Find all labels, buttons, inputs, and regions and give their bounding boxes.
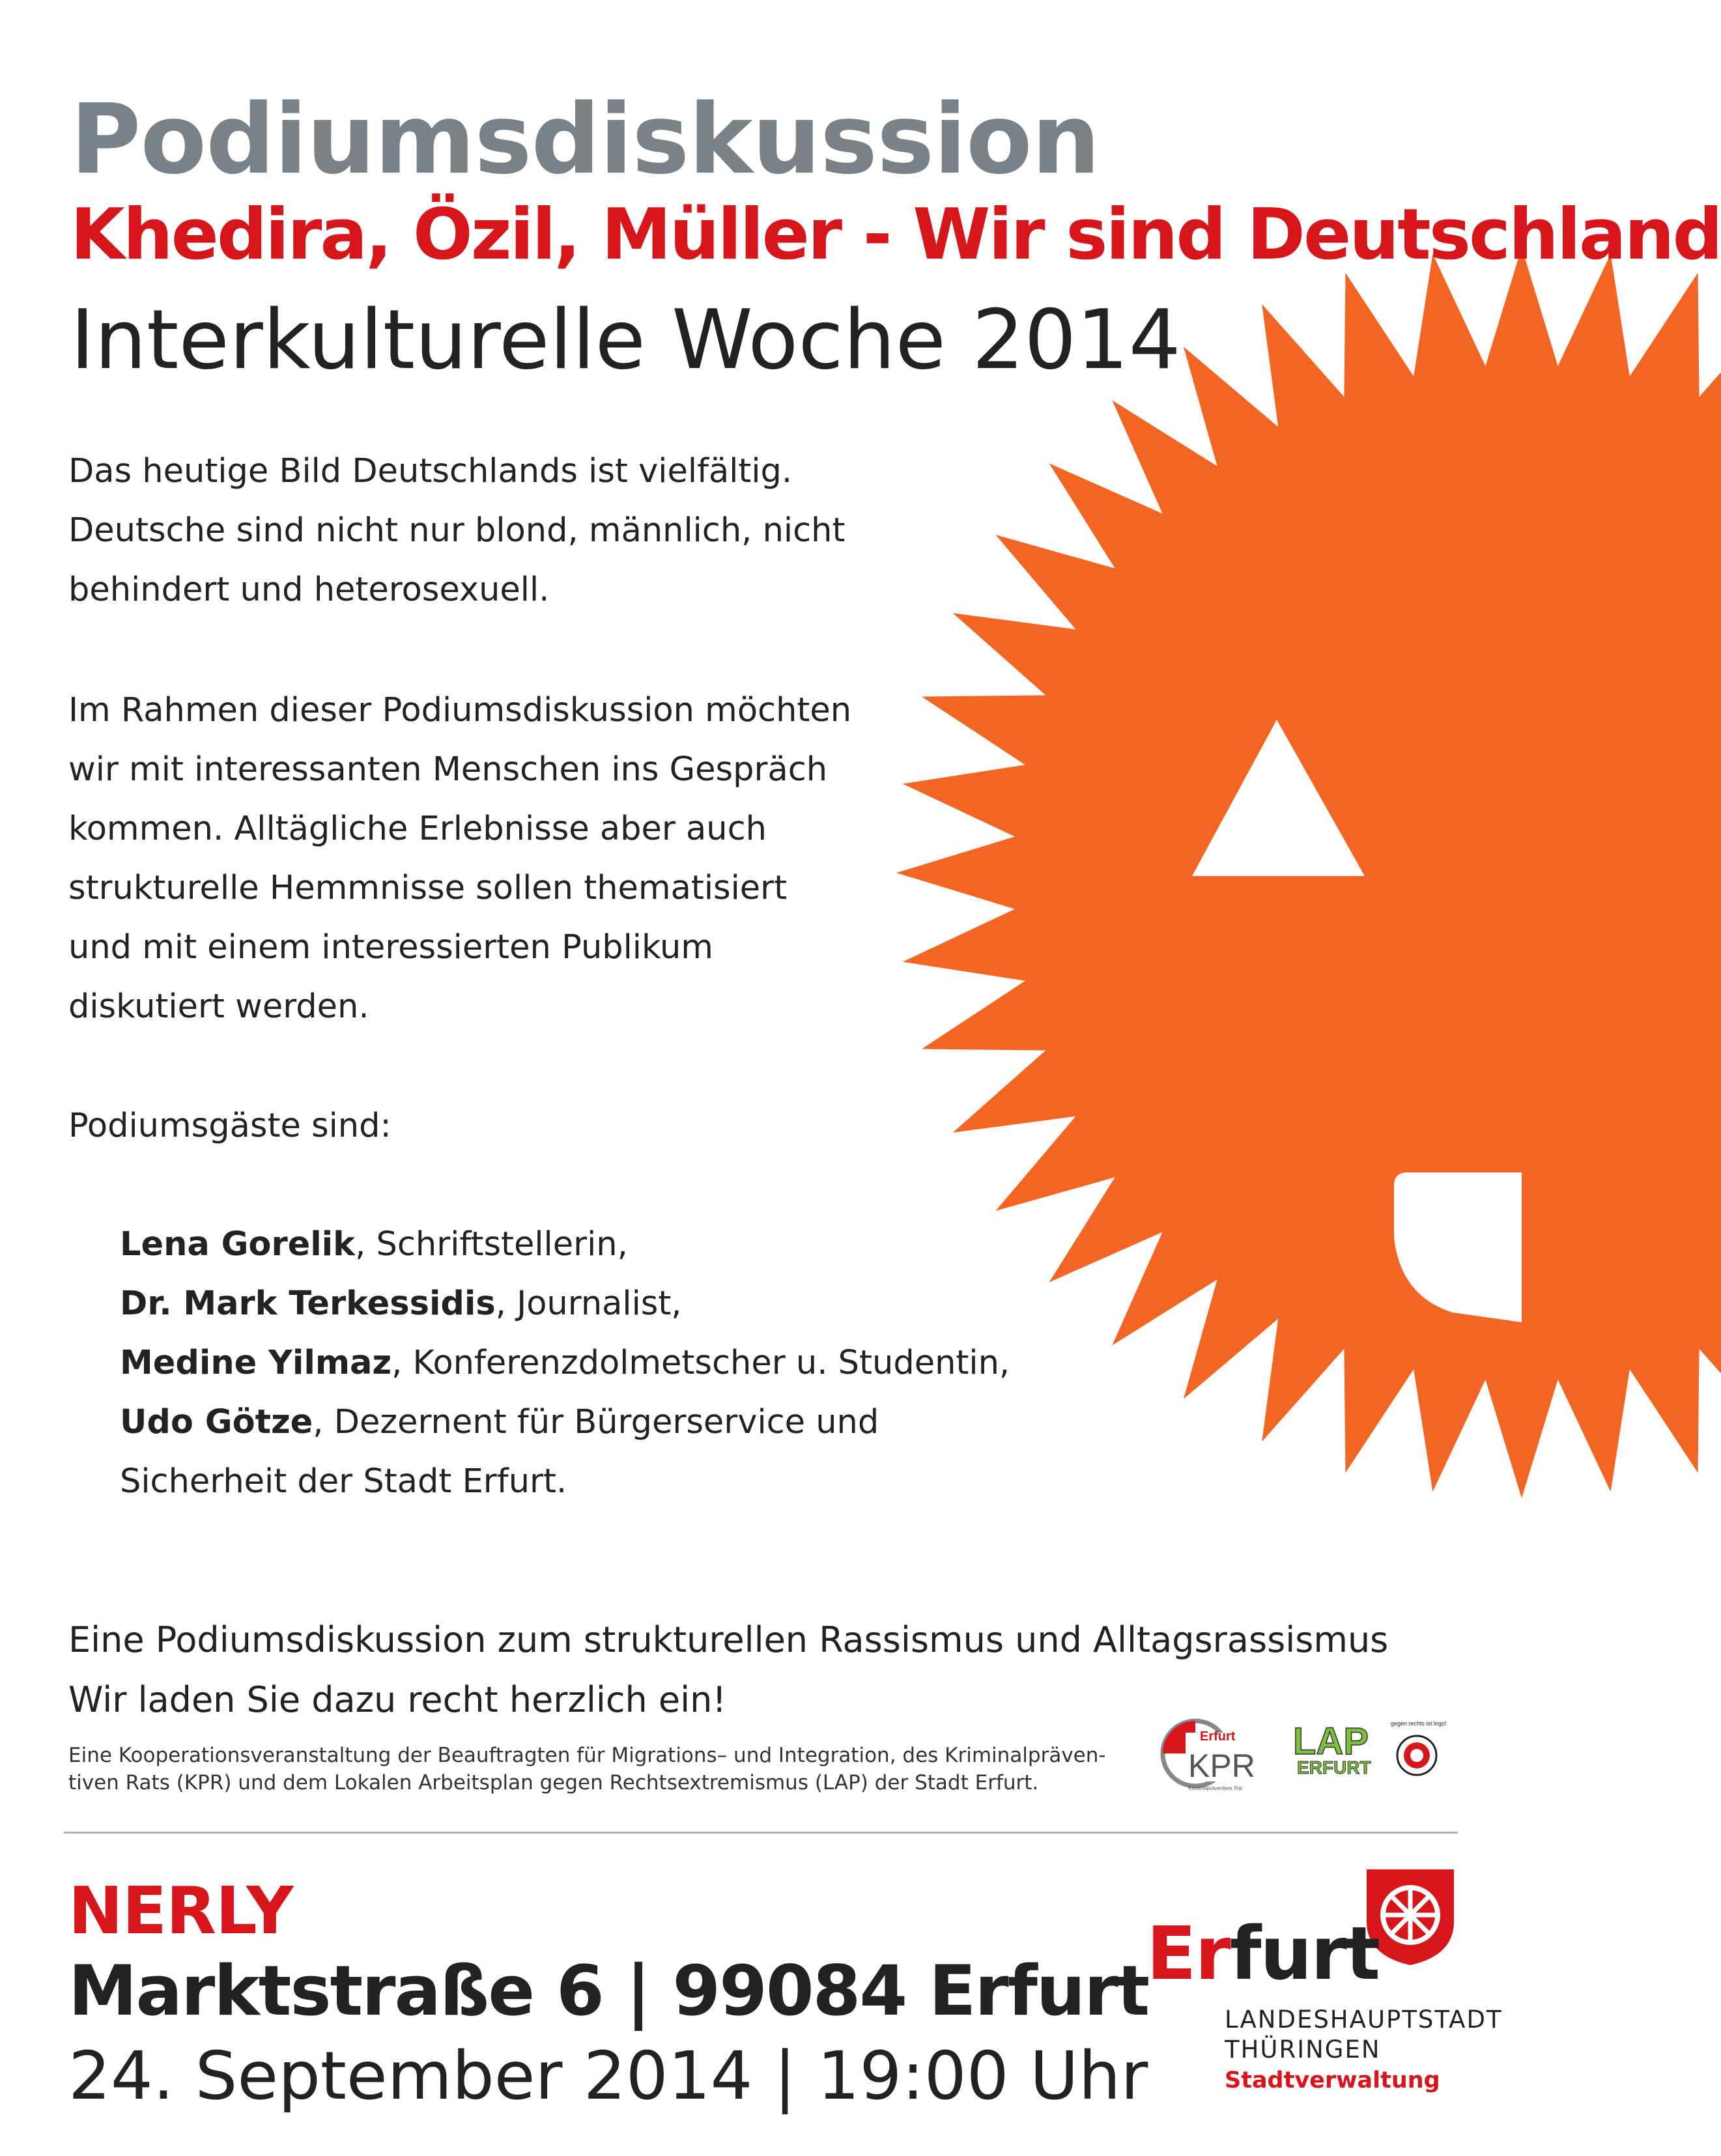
intro-line: Deutsche sind nicht nur blond, männlich, nicht bbox=[68, 511, 846, 550]
guest-role: , Journalist, bbox=[495, 1284, 682, 1323]
erfurt-logo-furt: furt bbox=[1229, 1912, 1379, 1996]
erfurt-logo-line: LANDESHAUPTSTADT bbox=[1225, 2006, 1503, 2034]
lap-logo-arc: gegen rechts ist logo! bbox=[1391, 1720, 1447, 1727]
description-line: strukturelle Hemmnisse sollen thematisiert bbox=[68, 869, 788, 907]
venue-name: NERLY bbox=[68, 1873, 293, 1949]
guest-item bbox=[120, 1393, 1010, 1452]
lap-logo-text: LAP bbox=[1293, 1720, 1369, 1763]
kpr-logo-small: Kriminalpräventiver Rat bbox=[1188, 1785, 1243, 1791]
guest-list bbox=[120, 1215, 1010, 1511]
erfurt-logo-caption bbox=[1225, 2005, 1503, 2065]
kpr-logo bbox=[1159, 1713, 1255, 1804]
description-line: wir mit interessanten Menschen ins Gespräch bbox=[68, 750, 828, 789]
cooperation-line: tiven Rats (KPR) und dem Lokalen Arbeitsplan gegen Rechtsextremismus (LAP) der Stadt Erfurt. bbox=[68, 1771, 1039, 1794]
guest-continuation: Sicherheit der Stadt Erfurt. bbox=[120, 1462, 567, 1501]
guest-role: , Schriftstellerin, bbox=[355, 1225, 628, 1264]
event-name: Interkulturelle Woche 2014 bbox=[70, 292, 1181, 388]
venue-address: Marktstraße 6 | 99084 Erfurt bbox=[68, 1951, 1149, 2031]
guest-name: Dr. Mark Terkessidis bbox=[120, 1284, 496, 1323]
cooperation-note bbox=[68, 1742, 1106, 1796]
lap-logo-sub: ERFURT bbox=[1297, 1757, 1371, 1778]
guest-name: Udo Götze bbox=[120, 1403, 313, 1441]
page-title: Podiumsdiskussion bbox=[70, 83, 1100, 195]
cooperation-line: Eine Kooperationsveranstaltung der Beauftragten für Migrations– und Integration, des Kriminalpräven- bbox=[68, 1744, 1106, 1767]
description-line: kommen. Alltägliche Erlebnisse aber auch bbox=[68, 810, 767, 848]
lap-logo bbox=[1293, 1716, 1449, 1794]
erfurt-logo-er: Er bbox=[1146, 1912, 1230, 1996]
kpr-logo-top: Erfurt bbox=[1200, 1729, 1236, 1744]
intro-paragraph bbox=[68, 442, 993, 619]
divider bbox=[64, 1832, 1458, 1834]
event-datetime: 24. September 2014 | 19:00 Uhr bbox=[68, 2037, 1148, 2115]
guest-item bbox=[120, 1274, 1010, 1333]
tagline-line: Eine Podiumsdiskussion zum strukturellen Rassismus und Alltagsrassismus bbox=[68, 1619, 1389, 1660]
erfurt-logo-text bbox=[1146, 1912, 1379, 1996]
description-line: und mit einem interessierten Publikum bbox=[68, 928, 713, 967]
guest-name: Medine Yilmaz bbox=[120, 1344, 392, 1382]
description-line: diskutiert werden. bbox=[68, 987, 369, 1026]
erfurt-logo-department: Stadtverwaltung bbox=[1225, 2067, 1440, 2093]
description-paragraph bbox=[68, 681, 993, 1036]
tagline-line: Wir laden Sie dazu recht herzlich ein! bbox=[68, 1679, 726, 1720]
guests-heading: Podiumsgäste sind: bbox=[68, 1107, 391, 1145]
description-line: Im Rahmen dieser Podiumsdiskussion möchten bbox=[68, 691, 852, 730]
kpr-logo-text: KPR bbox=[1188, 1748, 1255, 1784]
guest-role: , Konferenzdolmetscher u. Studentin, bbox=[391, 1344, 1010, 1382]
page-subtitle: Khedira, Özil, Müller - Wir sind Deutschland bbox=[70, 194, 1721, 276]
guest-item bbox=[120, 1333, 1010, 1393]
guest-item bbox=[120, 1215, 1010, 1274]
guest-role: , Dezernent für Bürgerservice und bbox=[313, 1403, 879, 1441]
guest-name: Lena Gorelik bbox=[120, 1225, 356, 1264]
tagline bbox=[68, 1610, 1388, 1730]
intro-line: Das heutige Bild Deutschlands ist vielfältig. bbox=[68, 452, 793, 490]
intro-line: behindert und heterosexuell. bbox=[68, 571, 550, 609]
erfurt-logo-line: THÜRINGEN bbox=[1225, 2035, 1381, 2064]
